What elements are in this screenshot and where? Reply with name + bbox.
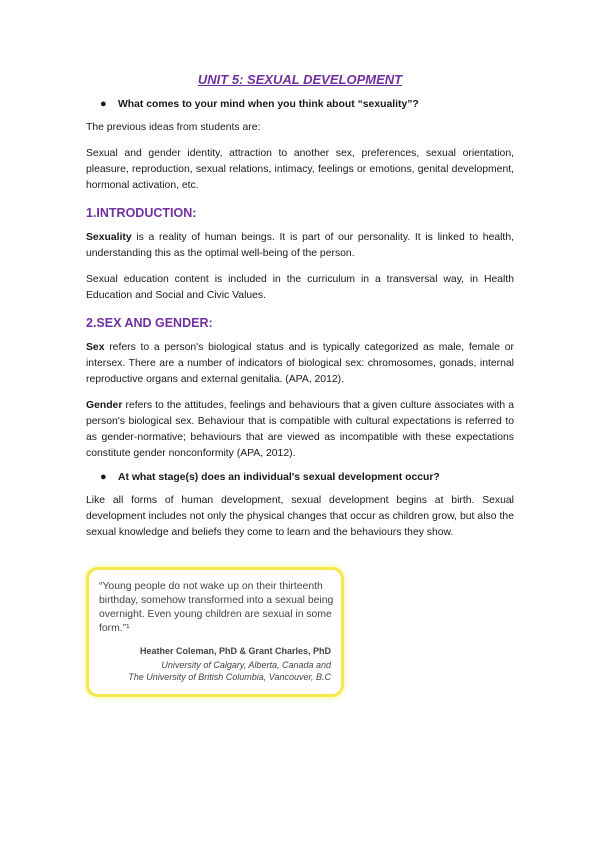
development-paragraph: Like all forms of human development, sexual development begins at birth. Sexual development includes not only the physical changes that occur as children grow, but also the sexual knowledge and beliefs they come to learn and the behaviours they show. <box>86 495 514 538</box>
sex-definition: refers to a person's biological status and is typically categorized as male, female or intersex. There are a number of indicators of biological sex: chromosomes, gonads, internal reproductive organs and external genitalia. (APA, 2012). <box>86 342 514 385</box>
sex-paragraph <box>86 340 514 388</box>
sexuality-paragraph <box>86 230 514 262</box>
term-sex: Sex <box>86 342 105 353</box>
section-heading-introduction: 1.INTRODUCTION: <box>86 206 197 220</box>
term-gender: Gender <box>86 400 123 411</box>
page-title: UNIT 5: SEXUAL DEVELOPMENT <box>197 72 403 87</box>
gender-definition: refers to the attitudes, feelings and behaviours that a given culture associates with a person's biological sex. Behaviour that is compatible with cultural expectations is referred to as gender-normative; behaviours that are viewed as incompatible with these expectations constitute gender nonconformity (APA, 2012). <box>86 400 514 459</box>
question-text: At what stage(s) does an individual's sexual development occur? <box>118 472 440 483</box>
quote-author: Heather Coleman, PhD & Grant Charles, PhD <box>139 646 331 656</box>
gender-paragraph <box>86 398 514 462</box>
ideas-paragraph: Sexual and gender identity, attraction to another sex, preferences, sexual orientation, pleasure, reproduction, sexual relations, intimacy, feelings or emotions, genital development, hormonal activation, etc. <box>86 148 514 191</box>
curriculum-paragraph: Sexual education content is included in the curriculum in a transversal way, in Health Education and Social and Civic Values. <box>86 274 514 301</box>
quote-affiliation <box>91 659 331 683</box>
question-text: What comes to your mind when you think about “sexuality”? <box>118 99 419 110</box>
intro-line: The previous ideas from students are: <box>86 122 261 133</box>
quote-box <box>86 567 344 697</box>
quote-text: “Young people do not wake up on their thirteenth birthday, somehow transformed into a sexual being overnight. Even young children are sexual in some form.”¹ <box>99 581 334 634</box>
bullet-icon: ● <box>100 98 107 110</box>
term-sexuality: Sexuality <box>86 232 132 243</box>
question-bullet-2 <box>100 472 514 483</box>
affiliation-line-2: The University of British Columbia, Vancouver, B.C <box>128 672 331 682</box>
affiliation-line-1: University of Calgary, Alberta, Canada and <box>161 660 331 670</box>
question-bullet-1 <box>100 99 514 110</box>
bullet-icon: ● <box>100 471 107 483</box>
section-heading-sex-gender: 2.SEX AND GENDER: <box>86 316 213 330</box>
document-page <box>86 72 514 551</box>
sexuality-definition: is a reality of human beings. It is part of our personality. It is linked to health, understanding this as the optimal well-being of the person. <box>86 232 514 259</box>
